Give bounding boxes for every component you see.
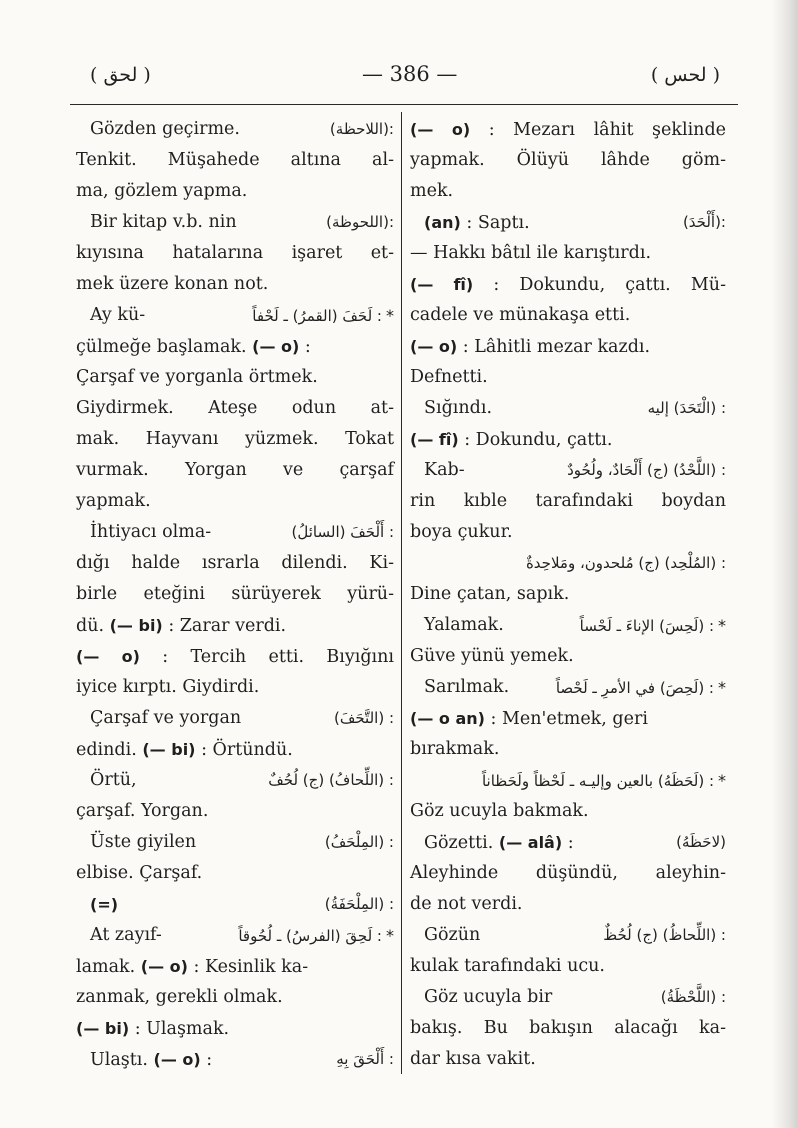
entry-line — [410, 176, 726, 207]
definition-text: yapmak. Ölüyü lâhde göm- — [410, 150, 726, 170]
definition-text: bakış. Bu bakışın alacağı ka- — [410, 1018, 726, 1038]
entry-line — [76, 889, 394, 920]
headword-group — [556, 672, 726, 704]
entry-line — [410, 796, 726, 827]
grammar-marker: (=) — [90, 895, 119, 914]
definition-text: cadele ve münakaşa etti. — [410, 305, 631, 325]
definition-text: mek. — [410, 181, 454, 201]
entry-line — [410, 1044, 726, 1075]
definition-text: Tenkit. Müşahede altına al- — [76, 150, 394, 170]
definition-text: Sarılmak. — [424, 677, 510, 697]
page-number: — 386 — — [362, 62, 458, 86]
arabic-headword: : لَحِقَ (الفرسُ) ـ لُحُوقاً — [238, 927, 382, 945]
definition-text: çarşaf. Yorgan. — [76, 801, 209, 821]
grammar-marker: (— fî) — [410, 275, 474, 294]
entry-line — [76, 858, 394, 889]
definition-text: (— fî) : Dokundu, çattı. Mü- — [410, 275, 726, 295]
entry-line — [76, 238, 394, 269]
entry-line — [76, 765, 394, 796]
entry-line — [76, 1013, 394, 1044]
entry-line — [76, 641, 394, 672]
arabic-headword: : أَلْحَفَ (السائلُ) — [291, 523, 394, 541]
entry-line — [410, 1013, 726, 1044]
entry-line — [410, 672, 726, 703]
arabic-headword: : (التَّحَفَ) — [334, 709, 394, 727]
new-root-marker: * — [718, 616, 726, 635]
new-root-marker: * — [386, 926, 394, 945]
definition-text: elbise. Çarşaf. — [76, 863, 203, 883]
definition-text: ma, gözlem yapma. — [76, 181, 248, 201]
headword-group — [482, 765, 726, 797]
definition-text: Göz ucuyla bakmak. — [410, 801, 589, 821]
definition-text: Giydirmek. Ateşe odun at- — [76, 398, 394, 418]
definition-text: Gözün — [424, 925, 481, 945]
entry-line — [76, 796, 394, 827]
entry-line — [410, 145, 726, 176]
entry-line — [76, 920, 394, 951]
new-root-marker: * — [386, 306, 394, 325]
right-column — [410, 114, 726, 1075]
definition-text: Göz ucuyla bir — [424, 987, 553, 1007]
entry-line — [410, 238, 726, 269]
grammar-marker: (— alâ) — [498, 833, 563, 852]
entry-line — [76, 207, 394, 238]
definition-text: (— o an) : Men'etmek, geri — [410, 709, 648, 729]
entry-line — [76, 455, 394, 486]
definition-text: dar kısa vakit. — [410, 1049, 536, 1069]
entry-line — [410, 269, 726, 300]
entry-line — [410, 827, 726, 858]
column-divider — [401, 112, 402, 1074]
definition-text: mak. Hayvanı yüzmek. Tokat — [76, 429, 394, 449]
definition-text: vurmak. Yorgan ve çarşaf — [76, 460, 394, 480]
definition-text: (— o) : Mezarı lâhit şeklinde — [410, 120, 727, 140]
entry-line — [410, 424, 726, 455]
arabic-headword: : (المُلْحِد) (ج) مُلحدون، ومَلاحِدةٌ — [525, 554, 726, 572]
definition-text: mek üzere konan not. — [76, 274, 269, 294]
header-left-keyword: ( لحق ) — [90, 64, 151, 86]
entry-line — [76, 672, 394, 703]
definition-text: Gözden geçirme. — [90, 119, 240, 139]
grammar-marker: (— bi) — [76, 1019, 130, 1038]
entry-line — [410, 579, 726, 610]
arabic-headword: : (المِلْحَفُ) — [324, 833, 394, 851]
definition-text: bırakmak. — [410, 739, 500, 759]
entry-line — [410, 982, 726, 1013]
grammar-marker: (— o) — [76, 647, 140, 666]
new-root-marker: * — [718, 771, 726, 790]
entry-line — [76, 982, 394, 1013]
entry-line — [76, 269, 394, 300]
definition-text: Ulaştı. (— o) : — [90, 1050, 213, 1070]
definition-text: rin kıble tarafındaki boydan — [410, 491, 726, 511]
grammar-marker: (— o) — [252, 337, 300, 356]
definition-text: (an) : Saptı. — [424, 213, 530, 233]
definition-text — [90, 895, 118, 915]
definition-text: Örtü, — [90, 770, 137, 790]
definition-text: Bir kitap v.b. nin — [90, 212, 237, 232]
definition-text: Kab- — [424, 460, 465, 480]
arabic-headword: :(اللحوظة) — [326, 213, 394, 231]
entry-line — [410, 858, 726, 889]
definition-text: Dine çatan, sapık. — [410, 584, 570, 604]
entry-line — [76, 300, 394, 331]
grammar-marker: (— o) — [140, 957, 188, 976]
definition-text: zanmak, gerekli olmak. — [76, 987, 283, 1007]
definition-text: Çarşaf ve yorganla örtmek. — [76, 367, 318, 387]
definition-text: de not verdi. — [410, 894, 523, 914]
entry-line — [76, 486, 394, 517]
definition-text: dığı halde ısrarla dilendi. Ki- — [76, 553, 394, 573]
arabic-headword: :(أَلْحَدَ) — [682, 213, 726, 231]
entry-line — [76, 1044, 394, 1075]
entry-line — [410, 300, 726, 331]
definition-text: lamak. (— o) : Kesinlik ka- — [76, 957, 309, 977]
headword-group — [252, 300, 394, 332]
entry-line — [410, 734, 726, 765]
definition-text: Gözetti. (— alâ) : — [424, 833, 574, 853]
arabic-headword: :(اللاحظة) — [329, 120, 394, 138]
definition-text: boya çukur. — [410, 522, 513, 542]
entry-line — [410, 889, 726, 920]
definition-text: Ay kü- — [90, 305, 146, 325]
entry-line — [410, 455, 726, 486]
grammar-marker: (— o) — [153, 1050, 201, 1069]
arabic-headword: : (اللِّحاظُ) (ج) لُحُظٌ — [603, 926, 726, 944]
entry-line — [76, 827, 394, 858]
definition-text: dü. (— bi) : Zarar verdi. — [76, 616, 287, 636]
entry-line — [76, 951, 394, 982]
arabic-headword: (لاحَظَهُ) — [676, 833, 726, 851]
arabic-headword: : (الْتَحَدَ) إليه — [647, 399, 726, 417]
entry-line — [76, 393, 394, 424]
arabic-headword: : (اللَّحْظَةُ) — [660, 988, 726, 1006]
definition-text: Çarşaf ve yorgan — [90, 708, 242, 728]
grammar-marker: (— o) — [410, 120, 471, 139]
entry-line — [76, 579, 394, 610]
definition-text: Güve yünü yemek. — [410, 646, 574, 666]
arabic-headword: : (اللَّحْدُ) (ج) أَلْحَادٌ، ولُحُودٌ — [567, 461, 726, 479]
grammar-marker: (— bi) — [142, 740, 196, 759]
entry-line — [410, 920, 726, 951]
grammar-marker: (— o) — [410, 337, 458, 356]
entry-line — [76, 734, 394, 765]
definition-text: (— o) : Tercih etti. Bıyığını — [76, 647, 395, 667]
entry-line — [76, 610, 394, 641]
definition-text: At zayıf- — [90, 925, 162, 945]
entry-line — [410, 362, 726, 393]
arabic-headword: : (المِلْحَفَةُ) — [324, 895, 394, 913]
entry-line — [410, 331, 726, 362]
arabic-headword: : (لَحِصَ) في الأمرِ ـ لَحْصاً — [555, 679, 714, 697]
entry-line — [76, 703, 394, 734]
entry-line — [76, 517, 394, 548]
page-header — [80, 62, 720, 98]
definition-text: (— bi) : Ulaşmak. — [76, 1019, 230, 1039]
headword-group — [580, 610, 726, 642]
entry-line — [410, 517, 726, 548]
entry-line — [76, 331, 394, 362]
header-right-keyword: ( لحس ) — [650, 64, 720, 86]
definition-text: Aleyhinde düşündü, aleyhin- — [410, 863, 726, 883]
entry-line — [410, 765, 726, 796]
arabic-headword: : لَحَفَ (القمرُ) ـ لَحْفاً — [252, 307, 382, 325]
definition-text: çülmeğe başlamak. (— o) : — [76, 337, 311, 357]
arabic-headword: : (اللِّحافُ) (ج) لُحُفٌ — [268, 771, 394, 789]
arabic-headword: : (لَحَظَهُ) بالعين وإليـه ـ لَحْظاً ولَحَظاناً — [481, 772, 714, 790]
entry-line — [410, 393, 726, 424]
entry-line — [76, 548, 394, 579]
header-rule — [70, 104, 738, 105]
entry-line — [410, 641, 726, 672]
definition-text: İhtiyacı olma- — [90, 522, 212, 542]
entry-line — [76, 145, 394, 176]
arabic-headword: : (لَحِسَ) الإناءَ ـ لَحْساً — [579, 617, 714, 635]
new-root-marker: * — [718, 678, 726, 697]
entry-line — [76, 114, 394, 145]
definition-text: Yalamak. — [424, 615, 504, 635]
grammar-marker: (— fî) — [410, 430, 459, 449]
definition-text: (— fî) : Dokundu, çattı. — [410, 430, 613, 450]
definition-text: yapmak. — [76, 491, 151, 511]
definition-text: Sığındı. — [424, 398, 493, 418]
definition-text: kıyısına hatalarına işaret et- — [76, 243, 394, 263]
entry-line — [76, 176, 394, 207]
grammar-marker: (an) — [424, 213, 461, 232]
entry-line — [410, 951, 726, 982]
grammar-marker: (— bi) — [109, 616, 163, 635]
definition-text: — Hakkı bâtıl ile karıştırdı. — [410, 243, 652, 263]
definition-text: iyice kırptı. Giydirdi. — [76, 677, 260, 697]
definition-text: (— o) : Lâhitli mezar kazdı. — [410, 337, 651, 357]
entry-line — [410, 703, 726, 734]
entry-line — [410, 610, 726, 641]
grammar-marker: (— o an) — [410, 709, 485, 728]
entry-line — [76, 362, 394, 393]
entry-line — [410, 486, 726, 517]
headword-group — [238, 920, 394, 952]
entry-line — [410, 114, 726, 145]
entry-line — [410, 207, 726, 238]
page-edge-shadow — [772, 0, 798, 1128]
entry-line — [76, 424, 394, 455]
arabic-headword: : أَلْحَقَ بِهِ — [336, 1050, 394, 1068]
entry-line — [410, 548, 726, 579]
definition-text: edindi. (— bi) : Örtündü. — [76, 740, 293, 760]
definition-text: Üste giyilen — [90, 832, 197, 852]
definition-text: birle eteğini sürüyerek yürü- — [76, 584, 394, 604]
left-column — [76, 114, 394, 1075]
definition-text: kulak tarafındaki ucu. — [410, 956, 605, 976]
definition-text: Defnetti. — [410, 367, 488, 387]
